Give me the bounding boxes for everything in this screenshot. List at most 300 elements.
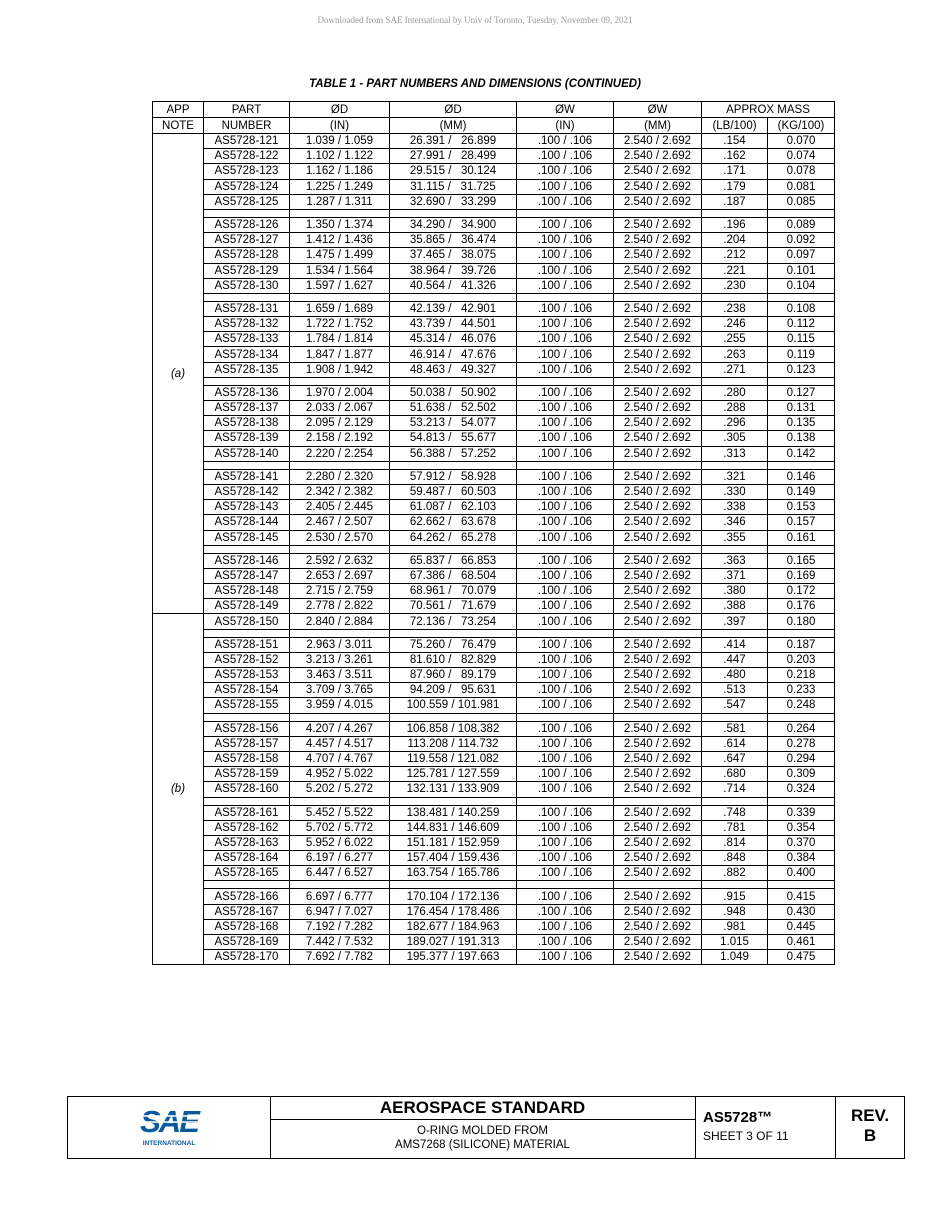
part-number-cell: AS5728-143 (204, 500, 290, 515)
w-in-cell: .100 / .106 (517, 248, 614, 263)
table-row (153, 401, 835, 416)
od-mm-cell: 43.739 / 44.501 (390, 317, 517, 332)
part-number-cell: AS5728-146 (204, 553, 290, 568)
od-mm-cell: 59.487 / 60.503 (390, 484, 517, 499)
part-number-cell: AS5728-168 (204, 919, 290, 934)
w-mm-cell: 2.540 / 2.692 (614, 179, 702, 194)
mass-lb-cell: .397 (702, 614, 768, 629)
separator-cell (390, 293, 517, 301)
table-row (153, 278, 835, 293)
separator-cell (204, 545, 290, 553)
separator-cell (204, 209, 290, 217)
od-mm-cell: 54.813 / 55.677 (390, 431, 517, 446)
od-mm-cell: 157.404 / 159.436 (390, 851, 517, 866)
table-row (153, 248, 835, 263)
od-mm-cell: 94.209 / 95.631 (390, 683, 517, 698)
mass-kg-cell: 0.108 (768, 301, 835, 316)
od-mm-cell: 38.964 / 39.726 (390, 263, 517, 278)
w-mm-cell: 2.540 / 2.692 (614, 301, 702, 316)
mass-kg-cell: 0.157 (768, 515, 835, 530)
od-in-cell: 4.707 / 4.767 (290, 751, 390, 766)
part-number-cell: AS5728-158 (204, 751, 290, 766)
table-row (153, 820, 835, 835)
mass-kg-cell: 0.149 (768, 484, 835, 499)
header-row-1 (153, 102, 835, 118)
mass-kg-cell: 0.384 (768, 851, 835, 866)
w-in-cell: .100 / .106 (517, 889, 614, 904)
mass-kg-cell: 0.180 (768, 614, 835, 629)
od-in-cell: 2.158 / 2.192 (290, 431, 390, 446)
od-mm-cell: 35.865 / 36.474 (390, 233, 517, 248)
w-in-cell: .100 / .106 (517, 904, 614, 919)
mass-lb-cell: .748 (702, 805, 768, 820)
part-number-cell: AS5728-160 (204, 782, 290, 797)
od-in-cell: 2.715 / 2.759 (290, 584, 390, 599)
w-in-cell: .100 / .106 (517, 721, 614, 736)
part-number-cell: AS5728-147 (204, 568, 290, 583)
part-number-cell: AS5728-136 (204, 385, 290, 400)
header-mass-kg: (KG/100) (768, 118, 835, 134)
table-row (153, 919, 835, 934)
w-mm-cell: 2.540 / 2.692 (614, 217, 702, 232)
od-mm-cell: 68.961 / 70.079 (390, 584, 517, 599)
w-in-cell: .100 / .106 (517, 385, 614, 400)
mass-lb-cell: .363 (702, 553, 768, 568)
header-w-mm-unit: (MM) (614, 118, 702, 134)
document-number-cell (695, 1097, 836, 1158)
mass-kg-cell: 0.161 (768, 530, 835, 545)
mass-lb-cell: .305 (702, 431, 768, 446)
separator-cell (204, 377, 290, 385)
od-in-cell: 2.467 / 2.507 (290, 515, 390, 530)
mass-kg-cell: 0.165 (768, 553, 835, 568)
od-in-cell: 2.280 / 2.320 (290, 469, 390, 484)
table-row (153, 851, 835, 866)
part-number-cell: AS5728-130 (204, 278, 290, 293)
part-number-cell: AS5728-163 (204, 835, 290, 850)
od-mm-cell: 144.831 / 146.609 (390, 820, 517, 835)
part-number-cell: AS5728-129 (204, 263, 290, 278)
separator-cell (390, 377, 517, 385)
od-in-cell: 1.847 / 1.877 (290, 347, 390, 362)
w-mm-cell: 2.540 / 2.692 (614, 767, 702, 782)
od-in-cell: 2.963 / 3.011 (290, 637, 390, 652)
separator-cell (702, 377, 768, 385)
separator-cell (517, 209, 614, 217)
w-mm-cell: 2.540 / 2.692 (614, 446, 702, 461)
table-body (153, 134, 835, 965)
w-in-cell: .100 / .106 (517, 401, 614, 416)
w-mm-cell: 2.540 / 2.692 (614, 248, 702, 263)
separator-cell (204, 797, 290, 805)
od-mm-cell: 57.912 / 58.928 (390, 469, 517, 484)
od-mm-cell: 138.481 / 140.259 (390, 805, 517, 820)
w-in-cell: .100 / .106 (517, 668, 614, 683)
od-in-cell: 7.442 / 7.532 (290, 935, 390, 950)
group-separator (153, 713, 835, 721)
w-in-cell: .100 / .106 (517, 233, 614, 248)
mass-kg-cell: 0.101 (768, 263, 835, 278)
header-w-in: ØW (517, 102, 614, 118)
w-mm-cell: 2.540 / 2.692 (614, 530, 702, 545)
mass-kg-cell: 0.089 (768, 217, 835, 232)
w-mm-cell: 2.540 / 2.692 (614, 362, 702, 377)
table-title: TABLE 1 - PART NUMBERS AND DIMENSIONS (CONTINUED) (309, 78, 641, 90)
table-row (153, 866, 835, 881)
part-number-cell: AS5728-123 (204, 164, 290, 179)
w-mm-cell: 2.540 / 2.692 (614, 683, 702, 698)
table-row (153, 935, 835, 950)
od-in-cell: 1.597 / 1.627 (290, 278, 390, 293)
mass-lb-cell: .355 (702, 530, 768, 545)
mass-kg-cell: 0.461 (768, 935, 835, 950)
table-row (153, 721, 835, 736)
separator-cell (517, 881, 614, 889)
logo-subtext: INTERNATIONAL (142, 1140, 196, 1147)
separator-cell (390, 797, 517, 805)
mass-lb-cell: .255 (702, 332, 768, 347)
w-in-cell: .100 / .106 (517, 134, 614, 149)
mass-kg-cell: 0.445 (768, 919, 835, 934)
header-od-mm-unit: (MM) (390, 118, 517, 134)
mass-kg-cell: 0.112 (768, 317, 835, 332)
part-number-cell: AS5728-139 (204, 431, 290, 446)
mass-kg-cell: 0.294 (768, 751, 835, 766)
w-in-cell: .100 / .106 (517, 515, 614, 530)
od-in-cell: 5.952 / 6.022 (290, 835, 390, 850)
od-mm-cell: 189.027 / 191.313 (390, 935, 517, 950)
table-row (153, 194, 835, 209)
separator-cell (614, 545, 702, 553)
w-in-cell: .100 / .106 (517, 698, 614, 713)
od-in-cell: 1.908 / 1.942 (290, 362, 390, 377)
separator-cell (768, 629, 835, 637)
od-in-cell: 7.192 / 7.282 (290, 919, 390, 934)
mass-lb-cell: .414 (702, 637, 768, 652)
part-number-cell: AS5728-122 (204, 149, 290, 164)
mass-lb-cell: .513 (702, 683, 768, 698)
w-mm-cell: 2.540 / 2.692 (614, 500, 702, 515)
separator-cell (614, 293, 702, 301)
od-in-cell: 1.102 / 1.122 (290, 149, 390, 164)
w-in-cell: .100 / .106 (517, 332, 614, 347)
mass-kg-cell: 0.264 (768, 721, 835, 736)
separator-cell (390, 713, 517, 721)
w-in-cell: .100 / .106 (517, 149, 614, 164)
part-number-cell: AS5728-138 (204, 416, 290, 431)
od-in-cell: 6.197 / 6.277 (290, 851, 390, 866)
od-in-cell: 1.039 / 1.059 (290, 134, 390, 149)
w-mm-cell: 2.540 / 2.692 (614, 233, 702, 248)
separator-cell (290, 377, 390, 385)
w-in-cell: .100 / .106 (517, 530, 614, 545)
separator-cell (768, 461, 835, 469)
part-number-cell: AS5728-162 (204, 820, 290, 835)
table-row (153, 233, 835, 248)
table-row (153, 469, 835, 484)
w-mm-cell: 2.540 / 2.692 (614, 515, 702, 530)
w-in-cell: .100 / .106 (517, 919, 614, 934)
part-number-cell: AS5728-161 (204, 805, 290, 820)
separator-cell (768, 377, 835, 385)
w-in-cell: .100 / .106 (517, 362, 614, 377)
w-mm-cell: 2.540 / 2.692 (614, 614, 702, 629)
standard-title: AEROSPACE STANDARD (270, 1097, 695, 1120)
mass-lb-cell: .288 (702, 401, 768, 416)
w-in-cell: .100 / .106 (517, 484, 614, 499)
mass-lb-cell: .882 (702, 866, 768, 881)
document-subtitle (270, 1124, 695, 1152)
separator-cell (517, 377, 614, 385)
table-row (153, 584, 835, 599)
od-in-cell: 1.287 / 1.311 (290, 194, 390, 209)
separator-cell (614, 713, 702, 721)
header-od-in: ØD (290, 102, 390, 118)
part-number-cell: AS5728-159 (204, 767, 290, 782)
part-number-cell: AS5728-157 (204, 736, 290, 751)
od-in-cell: 1.784 / 1.814 (290, 332, 390, 347)
separator-cell (768, 209, 835, 217)
w-mm-cell: 2.540 / 2.692 (614, 805, 702, 820)
table-row (153, 782, 835, 797)
w-mm-cell: 2.540 / 2.692 (614, 317, 702, 332)
separator-cell (702, 545, 768, 553)
separator-cell (517, 713, 614, 721)
od-mm-cell: 37.465 / 38.075 (390, 248, 517, 263)
header-number: NUMBER (204, 118, 290, 134)
w-mm-cell: 2.540 / 2.692 (614, 431, 702, 446)
od-in-cell: 6.947 / 7.027 (290, 904, 390, 919)
header-od-in-unit: (IN) (290, 118, 390, 134)
part-number-cell: AS5728-164 (204, 851, 290, 866)
separator-cell (614, 629, 702, 637)
group-separator (153, 881, 835, 889)
table-row (153, 179, 835, 194)
w-mm-cell: 2.540 / 2.692 (614, 935, 702, 950)
w-in-cell: .100 / .106 (517, 835, 614, 850)
separator-cell (290, 545, 390, 553)
w-mm-cell: 2.540 / 2.692 (614, 889, 702, 904)
part-number-cell: AS5728-142 (204, 484, 290, 499)
separator-cell (702, 629, 768, 637)
mass-lb-cell: 1.015 (702, 935, 768, 950)
w-mm-cell: 2.540 / 2.692 (614, 332, 702, 347)
part-number-cell: AS5728-166 (204, 889, 290, 904)
w-in-cell: .100 / .106 (517, 767, 614, 782)
logo-cell (68, 1097, 271, 1158)
header-part: PART (204, 102, 290, 118)
od-mm-cell: 100.559 / 101.981 (390, 698, 517, 713)
separator-cell (290, 629, 390, 637)
separator-cell (290, 713, 390, 721)
od-mm-cell: 113.208 / 114.732 (390, 736, 517, 751)
mass-lb-cell: .915 (702, 889, 768, 904)
part-number-cell: AS5728-144 (204, 515, 290, 530)
w-in-cell: .100 / .106 (517, 500, 614, 515)
w-mm-cell: 2.540 / 2.692 (614, 782, 702, 797)
part-number-cell: AS5728-134 (204, 347, 290, 362)
od-mm-cell: 170.104 / 172.136 (390, 889, 517, 904)
od-mm-cell: 64.262 / 65.278 (390, 530, 517, 545)
od-in-cell: 6.697 / 6.777 (290, 889, 390, 904)
table-row (153, 950, 835, 965)
w-mm-cell: 2.540 / 2.692 (614, 866, 702, 881)
table-row (153, 484, 835, 499)
table-row (153, 599, 835, 614)
od-mm-cell: 50.038 / 50.902 (390, 385, 517, 400)
group-separator (153, 377, 835, 385)
w-mm-cell: 2.540 / 2.692 (614, 568, 702, 583)
w-mm-cell: 2.540 / 2.692 (614, 347, 702, 362)
w-mm-cell: 2.540 / 2.692 (614, 194, 702, 209)
mass-lb-cell: .179 (702, 179, 768, 194)
mass-kg-cell: 0.187 (768, 637, 835, 652)
separator-cell (390, 881, 517, 889)
mass-lb-cell: .981 (702, 919, 768, 934)
od-in-cell: 2.592 / 2.632 (290, 553, 390, 568)
w-in-cell: .100 / .106 (517, 553, 614, 568)
w-mm-cell: 2.540 / 2.692 (614, 263, 702, 278)
od-in-cell: 1.412 / 1.436 (290, 233, 390, 248)
od-mm-cell: 87.960 / 89.179 (390, 668, 517, 683)
od-mm-cell: 163.754 / 165.786 (390, 866, 517, 881)
od-in-cell: 3.959 / 4.015 (290, 698, 390, 713)
mass-lb-cell: .680 (702, 767, 768, 782)
w-in-cell: .100 / .106 (517, 950, 614, 965)
separator-cell (290, 797, 390, 805)
table-row (153, 134, 835, 149)
mass-kg-cell: 0.218 (768, 668, 835, 683)
mass-kg-cell: 0.233 (768, 683, 835, 698)
header-app: APP (153, 102, 204, 118)
separator-cell (614, 797, 702, 805)
part-number-cell: AS5728-133 (204, 332, 290, 347)
mass-lb-cell: .581 (702, 721, 768, 736)
separator-cell (702, 797, 768, 805)
separator-cell (204, 713, 290, 721)
part-number-cell: AS5728-126 (204, 217, 290, 232)
title-cell (270, 1097, 696, 1158)
part-number-cell: AS5728-145 (204, 530, 290, 545)
w-in-cell: .100 / .106 (517, 652, 614, 667)
w-mm-cell: 2.540 / 2.692 (614, 385, 702, 400)
mass-lb-cell: .280 (702, 385, 768, 400)
part-number-cell: AS5728-167 (204, 904, 290, 919)
table-row (153, 751, 835, 766)
mass-lb-cell: .480 (702, 668, 768, 683)
mass-lb-cell: .346 (702, 515, 768, 530)
w-mm-cell: 2.540 / 2.692 (614, 736, 702, 751)
separator-cell (768, 797, 835, 805)
w-in-cell: .100 / .106 (517, 820, 614, 835)
table-row (153, 362, 835, 377)
separator-cell (290, 881, 390, 889)
w-in-cell: .100 / .106 (517, 431, 614, 446)
od-in-cell: 2.653 / 2.697 (290, 568, 390, 583)
mass-lb-cell: .313 (702, 446, 768, 461)
download-watermark: Downloaded from SAE International by Univ of Toronto, Tuesday, November 09, 2021 (317, 15, 633, 25)
mass-kg-cell: 0.475 (768, 950, 835, 965)
header-mass-lb: (LB/100) (702, 118, 768, 134)
table-row (153, 767, 835, 782)
od-mm-cell: 29.515 / 30.124 (390, 164, 517, 179)
w-in-cell: .100 / .106 (517, 179, 614, 194)
od-in-cell: 2.342 / 2.382 (290, 484, 390, 499)
group-separator (153, 293, 835, 301)
part-number-cell: AS5728-132 (204, 317, 290, 332)
w-mm-cell: 2.540 / 2.692 (614, 721, 702, 736)
od-mm-cell: 46.914 / 47.676 (390, 347, 517, 362)
w-mm-cell: 2.540 / 2.692 (614, 484, 702, 499)
w-mm-cell: 2.540 / 2.692 (614, 668, 702, 683)
od-in-cell: 2.530 / 2.570 (290, 530, 390, 545)
table-row (153, 164, 835, 179)
w-mm-cell: 2.540 / 2.692 (614, 134, 702, 149)
w-mm-cell: 2.540 / 2.692 (614, 599, 702, 614)
w-in-cell: .100 / .106 (517, 469, 614, 484)
group-separator (153, 629, 835, 637)
mass-lb-cell: .187 (702, 194, 768, 209)
w-mm-cell: 2.540 / 2.692 (614, 919, 702, 934)
separator-cell (614, 461, 702, 469)
od-mm-cell: 75.260 / 76.479 (390, 637, 517, 652)
mass-kg-cell: 0.119 (768, 347, 835, 362)
mass-lb-cell: .154 (702, 134, 768, 149)
mass-kg-cell: 0.092 (768, 233, 835, 248)
header-w-mm: ØW (614, 102, 702, 118)
mass-lb-cell: 1.049 (702, 950, 768, 965)
mass-kg-cell: 0.169 (768, 568, 835, 583)
separator-cell (614, 377, 702, 385)
parts-table (152, 101, 835, 965)
od-mm-cell: 119.558 / 121.082 (390, 751, 517, 766)
table-row (153, 904, 835, 919)
mass-kg-cell: 0.135 (768, 416, 835, 431)
sae-logo-icon (136, 1104, 202, 1150)
od-mm-cell: 176.454 / 178.486 (390, 904, 517, 919)
part-number-cell: AS5728-149 (204, 599, 290, 614)
od-mm-cell: 70.561 / 71.679 (390, 599, 517, 614)
od-mm-cell: 132.131 / 133.909 (390, 782, 517, 797)
mass-lb-cell: .196 (702, 217, 768, 232)
mass-kg-cell: 0.104 (768, 278, 835, 293)
od-mm-cell: 61.087 / 62.103 (390, 500, 517, 515)
od-mm-cell: 27.991 / 28.499 (390, 149, 517, 164)
separator-cell (390, 545, 517, 553)
od-mm-cell: 42.139 / 42.901 (390, 301, 517, 316)
w-in-cell: .100 / .106 (517, 614, 614, 629)
mass-lb-cell: .338 (702, 500, 768, 515)
part-number-cell: AS5728-127 (204, 233, 290, 248)
part-number-cell: AS5728-131 (204, 301, 290, 316)
w-in-cell: .100 / .106 (517, 935, 614, 950)
od-in-cell: 1.350 / 1.374 (290, 217, 390, 232)
od-mm-cell: 125.781 / 127.559 (390, 767, 517, 782)
table-row (153, 668, 835, 683)
mass-lb-cell: .547 (702, 698, 768, 713)
mass-kg-cell: 0.070 (768, 134, 835, 149)
mass-lb-cell: .263 (702, 347, 768, 362)
w-mm-cell: 2.540 / 2.692 (614, 835, 702, 850)
separator-cell (390, 209, 517, 217)
od-mm-cell: 151.181 / 152.959 (390, 835, 517, 850)
od-in-cell: 1.225 / 1.249 (290, 179, 390, 194)
w-mm-cell: 2.540 / 2.692 (614, 820, 702, 835)
part-number-cell: AS5728-140 (204, 446, 290, 461)
od-mm-cell: 65.837 / 66.853 (390, 553, 517, 568)
w-mm-cell: 2.540 / 2.692 (614, 637, 702, 652)
od-in-cell: 1.722 / 1.752 (290, 317, 390, 332)
